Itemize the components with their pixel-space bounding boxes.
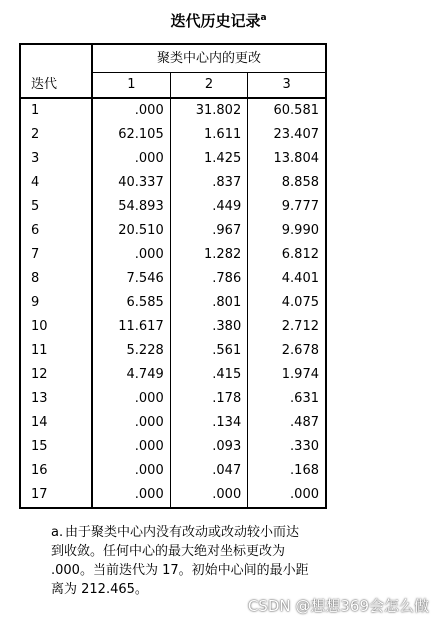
cell-cluster-3: 1.974 <box>281 367 319 382</box>
cell-cluster-2: .415 <box>170 363 248 387</box>
cell-cluster-2: .093 <box>170 435 248 459</box>
column-header-3: 3 <box>248 73 326 99</box>
row-iteration-label: 12 <box>20 363 92 387</box>
row-iteration-label: 13 <box>20 387 92 411</box>
cell-cluster-1: 7.546 <box>92 267 170 291</box>
row-iteration-label: 17 <box>20 483 92 508</box>
footnote-text: 由于聚类中心内没有改动或改动较小而达到收敛。任何中心的最大绝对坐标更改为 .000。当前迭代为 17。初始中心间的最小距离为 212.465。 <box>51 525 309 597</box>
table-title <box>0 10 437 31</box>
cell-cluster-1: 4.749 <box>92 363 170 387</box>
header-row-span <box>20 44 326 73</box>
cell-cluster-1: 62.105 <box>92 123 170 147</box>
cell-cluster-2: .967 <box>170 219 248 243</box>
corner-cell <box>20 44 92 73</box>
row-iteration-label: 4 <box>20 171 92 195</box>
cell-cluster-3: .330 <box>290 439 319 454</box>
table-row <box>20 147 326 171</box>
table-row <box>20 435 326 459</box>
cell-cluster-1: 40.337 <box>92 171 170 195</box>
cell-cluster-1: .000 <box>92 387 170 411</box>
cell-cluster-1: .000 <box>92 147 170 171</box>
table-body <box>20 98 326 508</box>
cell-cluster-2: .449 <box>170 195 248 219</box>
cell-cluster-3: 6.812 <box>281 247 319 262</box>
span-header: 聚类中心内的更改 <box>92 44 326 73</box>
cell-cluster-3: .631 <box>290 391 319 406</box>
cell-cluster-3: .487 <box>290 415 319 430</box>
cell-cluster-2: .134 <box>170 411 248 435</box>
cell-cluster-2: .000 <box>170 483 248 508</box>
cell-cluster-3: 9.777 <box>281 199 319 214</box>
row-iteration-label: 14 <box>20 411 92 435</box>
cell-cluster-3: 60.581 <box>273 103 319 118</box>
row-iteration-label: 2 <box>20 123 92 147</box>
row-iteration-label: 1 <box>20 98 92 123</box>
cell-cluster-3: 8.858 <box>281 175 319 190</box>
watermark: CSDN @想想369会怎么做 <box>247 597 429 615</box>
column-header-1: 1 <box>92 73 170 99</box>
row-iteration-label: 8 <box>20 267 92 291</box>
title-text: 迭代历史记录 <box>170 12 261 30</box>
title-footnote-marker: a <box>260 13 267 23</box>
cell-cluster-3: 4.401 <box>281 271 319 286</box>
table-row <box>20 387 326 411</box>
row-iteration-label: 11 <box>20 339 92 363</box>
cell-cluster-1: 11.617 <box>92 315 170 339</box>
column-header-2: 2 <box>170 73 248 99</box>
cell-cluster-2: 1.611 <box>170 123 248 147</box>
table-row <box>20 315 326 339</box>
row-iteration-label: 15 <box>20 435 92 459</box>
table-row <box>20 219 326 243</box>
table-row <box>20 363 326 387</box>
cell-cluster-3: 2.678 <box>281 343 319 358</box>
table-row <box>20 98 326 123</box>
row-iteration-label: 16 <box>20 459 92 483</box>
cell-cluster-1: .000 <box>92 243 170 267</box>
cell-cluster-2: .837 <box>170 171 248 195</box>
cell-cluster-3: 4.075 <box>281 295 319 310</box>
cell-cluster-1: .000 <box>92 459 170 483</box>
footnote <box>51 523 311 599</box>
cell-cluster-2: .561 <box>170 339 248 363</box>
table-row <box>20 243 326 267</box>
cell-cluster-3: .168 <box>290 463 319 478</box>
cell-cluster-3: .000 <box>290 487 319 502</box>
cell-cluster-2: .380 <box>170 315 248 339</box>
row-iteration-label: 6 <box>20 219 92 243</box>
table-row <box>20 123 326 147</box>
row-iteration-label: 9 <box>20 291 92 315</box>
footnote-marker: a. <box>51 525 64 540</box>
cell-cluster-2: .786 <box>170 267 248 291</box>
row-iteration-label: 7 <box>20 243 92 267</box>
cell-cluster-1: 6.585 <box>92 291 170 315</box>
cell-cluster-2: .178 <box>170 387 248 411</box>
cell-cluster-1: .000 <box>92 411 170 435</box>
cell-cluster-1: .000 <box>92 435 170 459</box>
cell-cluster-3: 2.712 <box>281 319 319 334</box>
cell-cluster-3: 23.407 <box>273 127 319 142</box>
cell-cluster-2: .801 <box>170 291 248 315</box>
cell-cluster-1: 5.228 <box>92 339 170 363</box>
cell-cluster-1: .000 <box>92 98 170 123</box>
table-row <box>20 195 326 219</box>
table-row <box>20 171 326 195</box>
table-row <box>20 459 326 483</box>
cell-cluster-3: 13.804 <box>273 151 319 166</box>
row-iteration-label: 3 <box>20 147 92 171</box>
row-header-label: 迭代 <box>20 73 92 99</box>
cell-cluster-2: .047 <box>170 459 248 483</box>
cell-cluster-1: 54.893 <box>92 195 170 219</box>
iteration-history-table <box>19 43 327 509</box>
header-row-columns <box>20 73 326 99</box>
table-row <box>20 291 326 315</box>
cell-cluster-2: 31.802 <box>170 98 248 123</box>
cell-cluster-2: 1.282 <box>170 243 248 267</box>
cell-cluster-1: .000 <box>92 483 170 508</box>
cell-cluster-1: 20.510 <box>92 219 170 243</box>
table-row <box>20 267 326 291</box>
table-row <box>20 339 326 363</box>
row-iteration-label: 5 <box>20 195 92 219</box>
cell-cluster-2: 1.425 <box>170 147 248 171</box>
row-iteration-label: 10 <box>20 315 92 339</box>
cell-cluster-3: 9.990 <box>281 223 319 238</box>
table-row <box>20 483 326 508</box>
table-row <box>20 411 326 435</box>
